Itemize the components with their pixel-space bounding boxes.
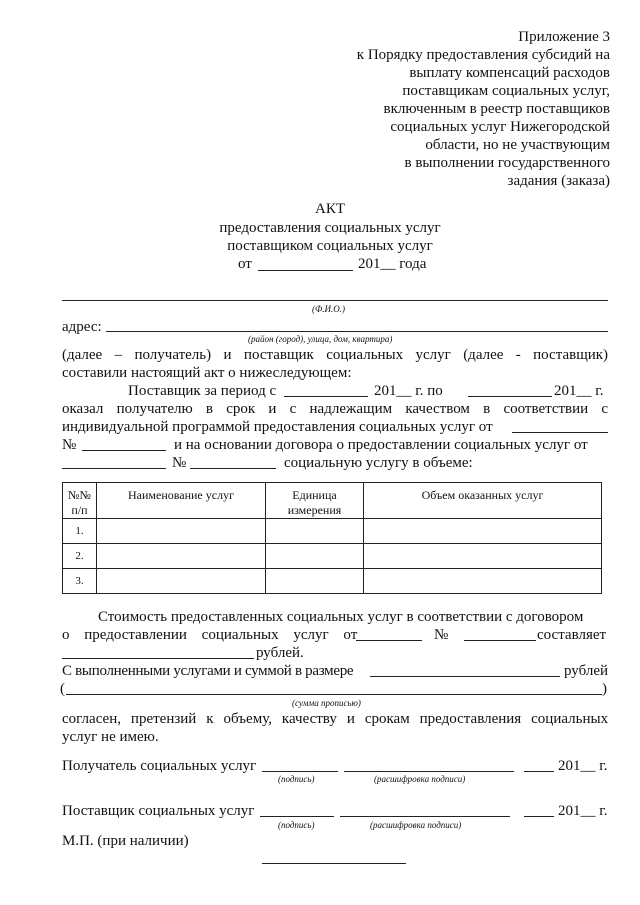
- consent-line: согласен, претензий к объему, качеству и срокам предоставления социальных: [62, 711, 609, 727]
- decode-caption: (расшифровка подписи): [374, 774, 466, 784]
- date-from-label: от: [238, 256, 252, 272]
- appendix-line: области, но не участвующим: [425, 137, 610, 153]
- intro-line: (далее – получатель) и поставщик социальных услуг (далее - поставщик): [62, 347, 609, 363]
- appendix-line: к Порядку предоставления субсидий на: [356, 47, 610, 63]
- column-header: Наименование услуг: [97, 483, 266, 519]
- agree-amount-field[interactable]: [370, 676, 560, 677]
- fio-field[interactable]: [62, 300, 608, 301]
- appendix-line: задания (заказа): [507, 173, 610, 189]
- period-prefix: Поставщик за период с: [128, 383, 277, 399]
- number-sign: №: [434, 627, 449, 643]
- contract-number-field[interactable]: [190, 468, 276, 469]
- appendix-line: Приложение 3: [518, 29, 610, 45]
- table-cell[interactable]: [97, 544, 266, 569]
- agree-line: С выполненными услугами и суммой в размере: [62, 663, 354, 679]
- period-mid: 201__ г. по: [374, 383, 443, 399]
- appendix-line: социальных услуг Нижегородской: [390, 119, 610, 135]
- number-sign: №: [172, 455, 187, 471]
- recipient-year: 201__ г.: [558, 758, 608, 774]
- act-title: АКТ: [315, 201, 345, 217]
- services-table: [62, 482, 602, 594]
- cost-line-end: составляет: [537, 627, 607, 643]
- intro-line: составили настоящий акт о нижеследующем:: [62, 365, 352, 381]
- table-cell[interactable]: [364, 519, 602, 544]
- fio-caption: (Ф.И.О.): [312, 304, 345, 314]
- number-sign: №: [62, 437, 77, 453]
- table-cell[interactable]: [266, 544, 364, 569]
- cost-contract-number-field[interactable]: [464, 640, 536, 641]
- provider-signature-label: Поставщик социальных услуг: [62, 803, 255, 819]
- agree-rubles: рублей: [564, 663, 609, 679]
- signature-caption: (подпись): [278, 774, 315, 784]
- consent-line: услуг не имею.: [62, 729, 159, 745]
- column-header: Единица измерения: [266, 483, 364, 519]
- appendix-line: выплату компенсаций расходов: [409, 65, 610, 81]
- provider-date-field[interactable]: [524, 816, 554, 817]
- provider-signature-field[interactable]: [260, 816, 334, 817]
- appendix-line: включенным в реестр поставщиков: [383, 101, 610, 117]
- act-subtitle: предоставления социальных услуг: [219, 220, 441, 236]
- cost-amount-field[interactable]: [62, 658, 254, 659]
- date-year-label: 201__ года: [358, 256, 427, 272]
- table-cell[interactable]: [364, 544, 602, 569]
- paren-close: ): [602, 681, 607, 697]
- cost-line: о предоставлении социальных услуг от: [62, 627, 358, 643]
- period-end-field[interactable]: [468, 396, 552, 397]
- address-label: адрес:: [62, 319, 102, 335]
- table-cell[interactable]: [97, 519, 266, 544]
- table-cell[interactable]: [266, 519, 364, 544]
- recipient-date-field[interactable]: [524, 771, 554, 772]
- sum-caption: (сумма прописью): [292, 698, 361, 708]
- table-cell[interactable]: [266, 569, 364, 594]
- ipr-number-field[interactable]: [82, 450, 166, 451]
- table-cell[interactable]: [364, 569, 602, 594]
- column-header: №№ п/п: [63, 483, 97, 519]
- address-field[interactable]: [106, 331, 608, 332]
- sum-in-words-field[interactable]: [66, 694, 602, 695]
- period-end: 201__ г.: [554, 383, 604, 399]
- column-header: Объем оказанных услуг: [364, 483, 602, 519]
- rubles-label: рублей.: [256, 645, 304, 661]
- decode-caption: (расшифровка подписи): [370, 820, 462, 830]
- body-line: индивидуальной программой предоставления социальных услуг от: [62, 419, 493, 435]
- provider-decode-field[interactable]: [340, 816, 510, 817]
- ipr-date-field[interactable]: [512, 432, 608, 433]
- row-number: 3.: [63, 569, 97, 594]
- body-line: и на основании договора о предоставлении социальных услуг от: [174, 437, 588, 453]
- row-number: 2.: [63, 544, 97, 569]
- table-row: [63, 519, 602, 544]
- recipient-decode-field[interactable]: [344, 771, 514, 772]
- provider-year: 201__ г.: [558, 803, 608, 819]
- act-subtitle: поставщиком социальных услуг: [227, 238, 433, 254]
- table-header-row: [63, 483, 602, 519]
- date-field[interactable]: [258, 270, 353, 271]
- body-line: социальную услугу в объеме:: [284, 455, 473, 471]
- row-number: 1.: [63, 519, 97, 544]
- stamp-label: М.П. (при наличии): [62, 833, 189, 849]
- cost-contract-date-field[interactable]: [356, 640, 422, 641]
- table-row: [63, 544, 602, 569]
- address-caption: (район (город), улица, дом, квартира): [248, 334, 393, 344]
- table-cell[interactable]: [97, 569, 266, 594]
- signature-caption: (подпись): [278, 820, 315, 830]
- paren-open: (: [60, 681, 65, 697]
- appendix-line: поставщикам социальных услуг,: [402, 83, 610, 99]
- recipient-signature-label: Получатель социальных услуг: [62, 758, 257, 774]
- contract-date-field[interactable]: [62, 468, 166, 469]
- table-row: [63, 569, 602, 594]
- period-start-field[interactable]: [284, 396, 368, 397]
- bottom-divider: [262, 863, 406, 864]
- recipient-signature-field[interactable]: [262, 771, 338, 772]
- appendix-line: в выполнении государственного: [404, 155, 610, 171]
- cost-line: Стоимость предоставленных социальных услуг в соответствии с договором: [98, 609, 584, 625]
- body-line: оказал получателю в срок и с надлежащим качеством в соответствии с: [62, 401, 609, 417]
